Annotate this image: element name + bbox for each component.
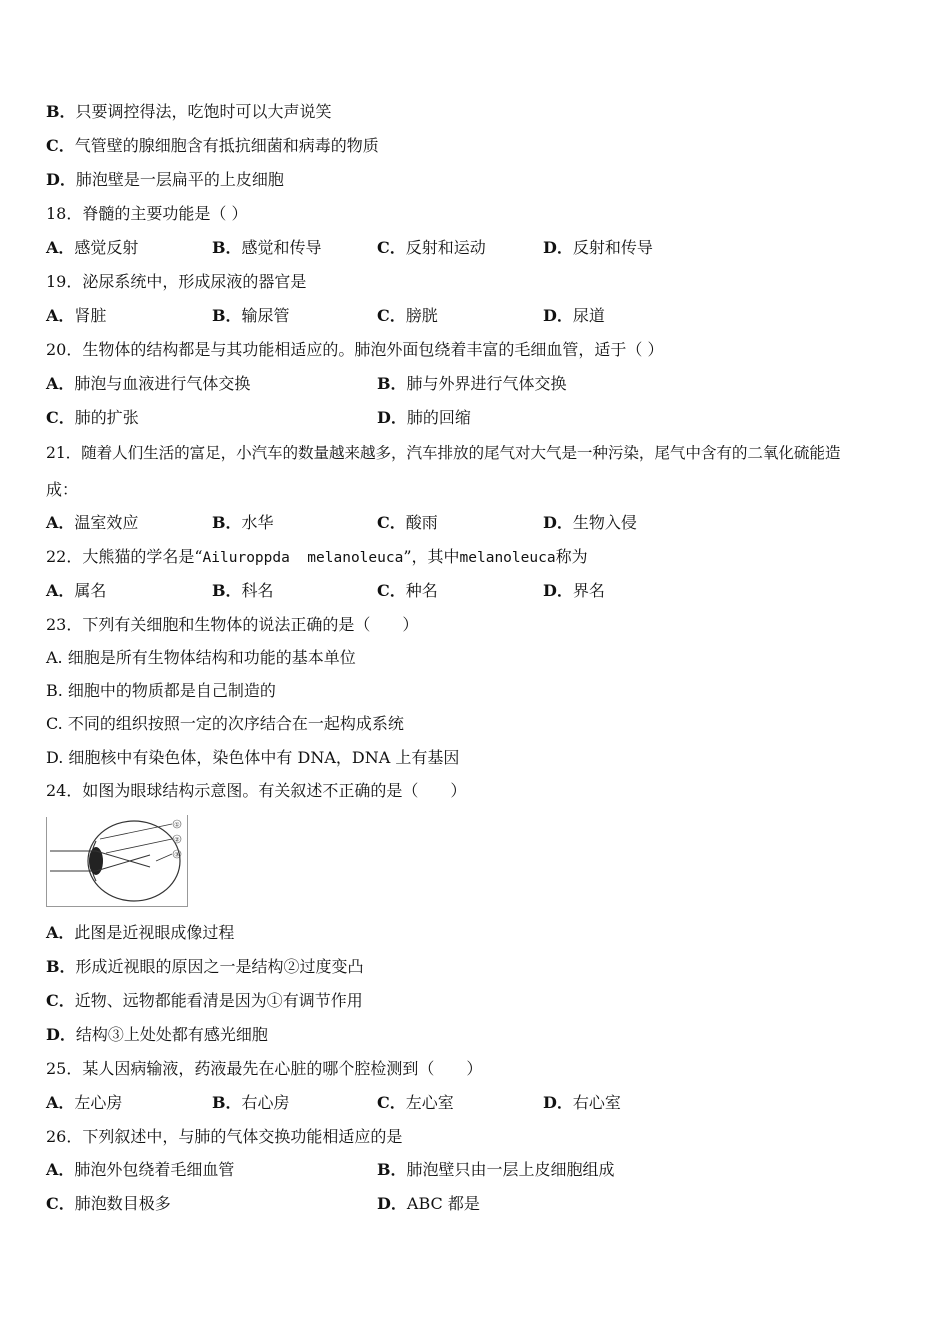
q22-stem: 22．大熊猫的学名是“Ailuroppda melanoleuca”，其中melanoleuca称为 bbox=[46, 547, 588, 566]
q22-option-c: C．种名 bbox=[377, 581, 438, 600]
q22-option-a: A．属名 bbox=[46, 581, 107, 600]
q17-option-c: C．气管壁的腺细胞含有抵抗细菌和病毒的物质 bbox=[46, 136, 379, 155]
q18-option-b: B．感觉和传导 bbox=[212, 238, 322, 257]
q24-option-d: D．结构③上处处都有感光细胞 bbox=[46, 1025, 268, 1044]
q19-stem: 19．泌尿系统中，形成尿液的器官是 bbox=[46, 272, 307, 291]
q25-option-b: B．右心房 bbox=[212, 1093, 290, 1112]
q21-option-c: C．酸雨 bbox=[377, 513, 438, 532]
q20-option-a: A．肺泡与血液进行气体交换 bbox=[46, 374, 251, 393]
q20-option-d: D．肺的回缩 bbox=[377, 408, 471, 427]
q21-option-d: D．生物入侵 bbox=[543, 513, 637, 532]
q18-option-c: C．反射和运动 bbox=[377, 238, 486, 257]
q25-option-a: A．左心房 bbox=[46, 1093, 123, 1112]
q24-option-c: C．近物、远物都能看清是因为①有调节作用 bbox=[46, 991, 363, 1010]
q19-option-b: B．输尿管 bbox=[212, 306, 290, 325]
q23-stem: 23．下列有关细胞和生物体的说法正确的是（ ） bbox=[46, 615, 419, 634]
q24-stem: 24．如图为眼球结构示意图。有关叙述不正确的是（ ） bbox=[46, 781, 467, 800]
eyeball-diagram bbox=[46, 815, 188, 907]
q18-stem: 18．脊髓的主要功能是（ ） bbox=[46, 204, 248, 223]
q19-option-a: A．肾脏 bbox=[46, 306, 107, 325]
q25-stem: 25．某人因病输液，药液最先在心脏的哪个腔检测到（ ） bbox=[46, 1059, 483, 1078]
q20-stem: 20．生物体的结构都是与其功能相适应的。肺泡外面包绕着丰富的毛细血管，适于（ ） bbox=[46, 340, 664, 359]
q21-option-b: B．水华 bbox=[212, 513, 274, 532]
figure-label-1: ① bbox=[174, 821, 180, 829]
q19-option-c: C．膀胱 bbox=[377, 306, 438, 325]
q23-option-b: B. 细胞中的物质都是自己制造的 bbox=[46, 681, 276, 700]
q25-option-c: C．左心室 bbox=[377, 1093, 454, 1112]
figure-label-2: ② bbox=[174, 836, 180, 844]
q24-option-b: B．形成近视眼的原因之一是结构②过度变凸 bbox=[46, 957, 364, 976]
q21-stem-line1: 21．随着人们生活的富足，小汽车的数量越来越多，汽车排放的尾气对大气是一种污染，尾气中含有的二氧化硫能造 bbox=[46, 444, 841, 462]
q22-option-d: D．界名 bbox=[543, 581, 605, 600]
q23-option-c: C. 不同的组织按照一定的次序结合在一起构成系统 bbox=[46, 714, 404, 733]
q23-option-a: A. 细胞是所有生物体结构和功能的基本单位 bbox=[46, 648, 356, 667]
q26-stem: 26．下列叙述中，与肺的气体交换功能相适应的是 bbox=[46, 1127, 403, 1146]
q20-option-c: C．肺的扩张 bbox=[46, 408, 139, 427]
q18-option-a: A．感觉反射 bbox=[46, 238, 139, 257]
q26-option-c: C．肺泡数目极多 bbox=[46, 1194, 171, 1213]
figure-label-3: ③ bbox=[174, 851, 180, 859]
q26-option-a: A．肺泡外包绕着毛细血管 bbox=[46, 1160, 235, 1179]
q25-option-d: D．右心室 bbox=[543, 1093, 621, 1112]
q24-option-a: A．此图是近视眼成像过程 bbox=[46, 923, 235, 942]
q22-option-b: B．科名 bbox=[212, 581, 274, 600]
q17-option-b: B．只要调控得法，吃饱时可以大声说笑 bbox=[46, 102, 332, 121]
q26-option-b: B．肺泡壁只由一层上皮细胞组成 bbox=[377, 1160, 615, 1179]
q21-option-a: A．温室效应 bbox=[46, 513, 139, 532]
q20-option-b: B．肺与外界进行气体交换 bbox=[377, 374, 567, 393]
q18-option-d: D．反射和传导 bbox=[543, 238, 653, 257]
q21-stem-line2: 成： bbox=[46, 480, 79, 499]
q17-option-d: D．肺泡壁是一层扁平的上皮细胞 bbox=[46, 170, 284, 189]
q19-option-d: D．尿道 bbox=[543, 306, 605, 325]
q26-option-d: D．ABC 都是 bbox=[377, 1194, 480, 1213]
q23-option-d: D. 细胞核中有染色体，染色体中有 DNA，DNA 上有基因 bbox=[46, 748, 460, 767]
